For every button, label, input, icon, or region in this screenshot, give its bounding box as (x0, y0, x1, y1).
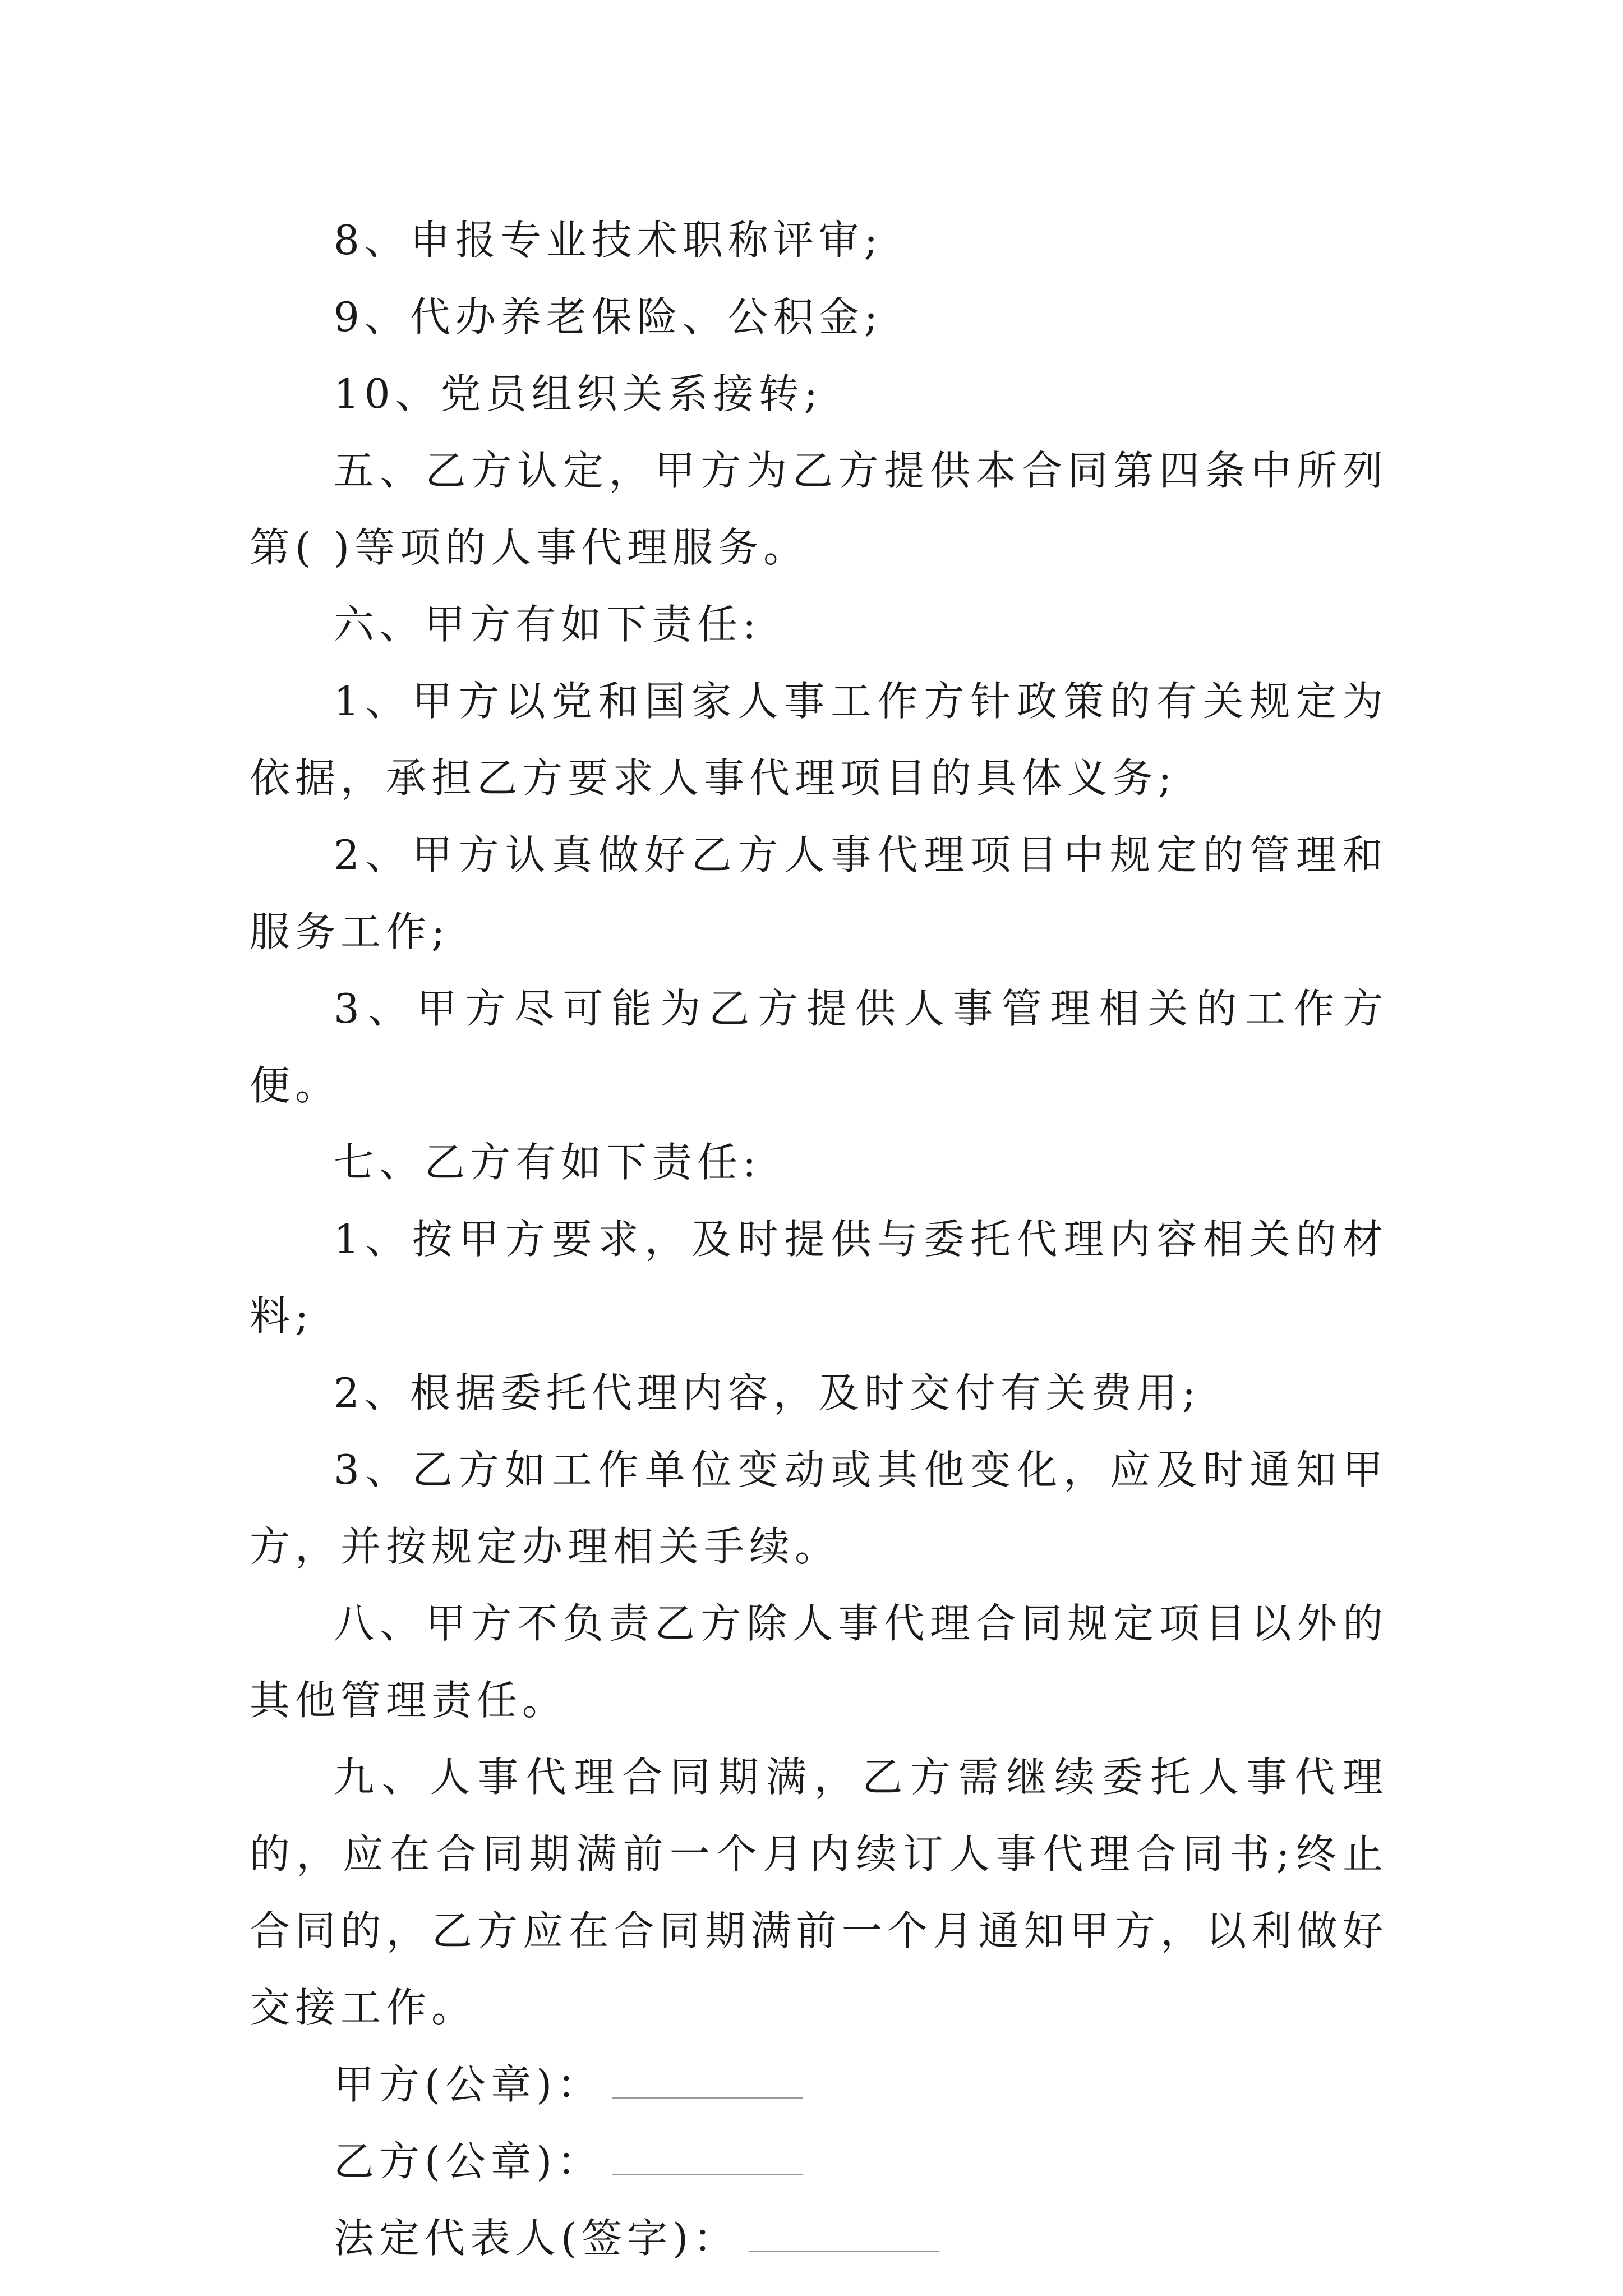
clause-6-item-3: 3、甲方尽可能为乙方提供人事管理相关的工作方便。 (250, 985, 1388, 1109)
clause-7-item-3: 3、乙方如工作单位变动或其他变化，应及时通知甲方，并按规定办理相关手续。 (250, 1446, 1388, 1570)
legal-rep-signature-blank[interactable] (749, 2207, 939, 2252)
clause-5-service-scope: 五、乙方认定，甲方为乙方提供本合同第四条中所列第( )等项的人事代理服务。 (250, 447, 1388, 571)
item-8-professional-title: 8、申报专业技术职称评审; (334, 217, 883, 264)
party-b-signature-line (250, 2123, 1388, 2200)
party-a-signature-line (250, 2046, 1388, 2123)
item-9-pension-housing-fund: 9、代办养老保险、公积金; (334, 293, 883, 341)
legal-rep-label: 法定代表人(签字)： (334, 2215, 739, 2262)
party-b-label: 乙方(公章)： (334, 2138, 603, 2185)
clause-6-heading: 六、甲方有如下责任: (334, 601, 762, 648)
clause-7-item-2: 2、根据委托代理内容，及时交付有关费用; (334, 1369, 1201, 1416)
clause-9: 九、人事代理合同期满，乙方需继续委托人事代理的，应在合同期满前一个月内续订人事代理合同书;终止合同的，乙方应在合同期满前一个月通知甲方，以利做好交接工作。 (250, 1754, 1388, 2031)
clause-7-item-1: 1、按甲方要求，及时提供与委托代理内容相关的材料; (250, 1216, 1388, 1340)
party-b-seal-blank[interactable] (612, 2130, 803, 2175)
item-10-party-membership-transfer: 10、党员组织关系接转; (334, 370, 823, 417)
clause-8: 八、甲方不负责乙方除人事代理合同规定项目以外的其他管理责任。 (250, 1600, 1388, 1724)
party-a-label: 甲方(公章)： (334, 2061, 603, 2108)
legal-rep-signature-line (250, 2200, 1388, 2277)
clause-6-item-1: 1、甲方以党和国家人事工作方针政策的有关规定为依据，承担乙方要求人事代理项目的具体义务; (250, 678, 1388, 802)
document-body (250, 202, 1388, 2277)
clause-7-heading: 七、乙方有如下责任: (334, 1139, 762, 1186)
clause-6-item-2: 2、甲方认真做好乙方人事代理项目中规定的管理和服务工作; (250, 831, 1388, 955)
party-a-seal-blank[interactable] (612, 2053, 803, 2099)
